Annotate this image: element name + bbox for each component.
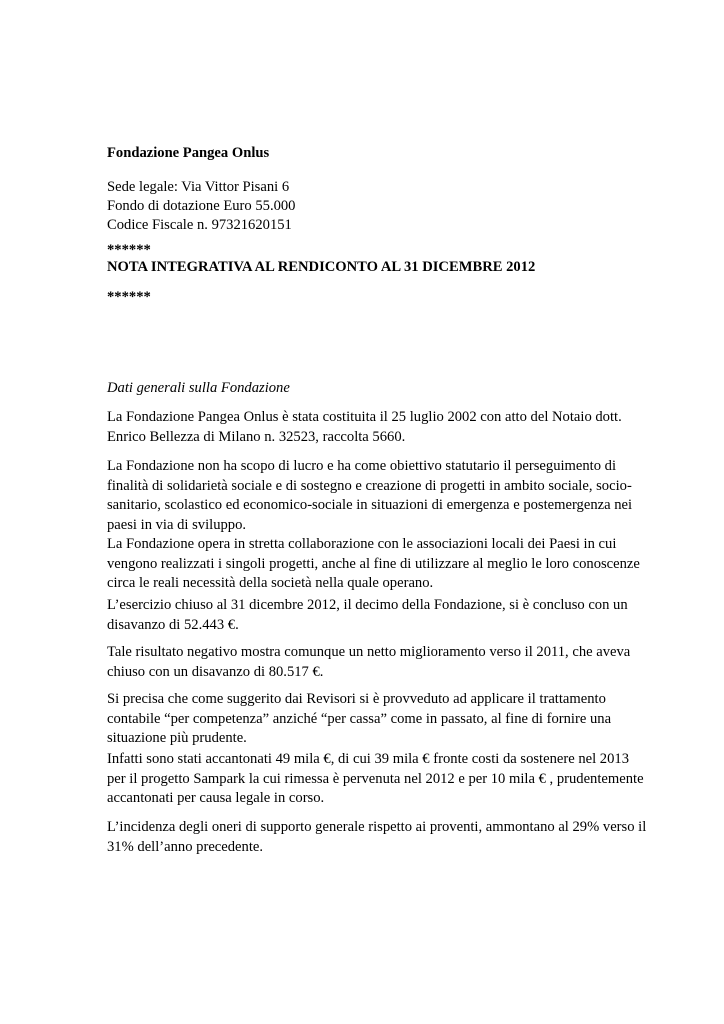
- paragraph-line: sanitario, scolastico ed economico-sociale in situazioni di emergenza e postemergenza nei: [107, 497, 633, 513]
- paragraph-line: La Fondazione opera in stretta collaborazione con le associazioni locali dei Paesi in cui: [107, 536, 617, 552]
- paragraph-line: per il progetto Sampark la cui rimessa è pervenuta nel 2012 e per 10 mila € , prudentemente: [107, 770, 644, 787]
- paragraph-line: chiuso con un disavanzo di 80.517 €.: [107, 663, 324, 680]
- paragraph-line: situazione più prudente.: [107, 730, 247, 746]
- sede-legale: Sede legale: Via Vittor Pisani 6: [107, 179, 290, 195]
- paragraph-line: finalità di solidarietà sociale e di sostegno e creazione di progetti in ambito sociale, socio-: [107, 477, 632, 494]
- paragraph-line: disavanzo di 52.443 €.: [107, 616, 239, 633]
- paragraph-trattamento-contabile: [107, 690, 627, 749]
- paragraph-line: Infatti sono stati accantonati 49 mila €, di cui 39 mila € fronte costi da sostenere nel 2013: [107, 751, 629, 767]
- paragraph-line: Enrico Bellezza di Milano n. 32523, raccolta 5660.: [107, 428, 406, 445]
- paragraph-accantonamenti: [107, 750, 644, 809]
- paragraph-line: La Fondazione non ha scopo di lucro e ha come obiettivo statutario il perseguimento di: [107, 458, 617, 474]
- paragraph-line: Si precisa che come suggerito dai Revisori si è provveduto ad applicare il trattamento: [107, 691, 606, 707]
- separator-stars-bottom: ******: [107, 289, 151, 305]
- paragraph-costituzione: [107, 408, 627, 447]
- paragraph-line: La Fondazione Pangea Onlus è stata costituita il 25 luglio 2002 con atto del Notaio dott.: [107, 409, 622, 425]
- paragraph-risultato: [107, 643, 631, 682]
- paragraph-line: accantonati per causa legale in corso.: [107, 790, 325, 806]
- fondo-dotazione: Fondo di dotazione Euro 55.000: [107, 198, 296, 214]
- codice-fiscale: Codice Fiscale n. 97321620151: [107, 217, 292, 233]
- paragraph-oneri: [107, 818, 647, 857]
- paragraph-esercizio: [107, 596, 627, 635]
- paragraph-line: 31% dell’anno precedente.: [107, 838, 263, 855]
- org-name: Fondazione Pangea Onlus: [107, 145, 270, 161]
- paragraph-line: circa le reali necessità della società nella quale operano.: [107, 575, 434, 591]
- paragraph-line: contabile “per competenza” anziché “per cassa” come in passato, al fine di fornire una: [107, 710, 612, 727]
- paragraph-line: paesi in via di sviluppo.: [107, 516, 247, 533]
- document-title: NOTA INTEGRATIVA AL RENDICONTO AL 31 DICEMBRE 2012: [107, 259, 536, 275]
- paragraph-line: vengono realizzati i singoli progetti, anche al fine di utilizzare al meglio le loro conoscenze: [107, 555, 640, 572]
- separator-stars-top: ******: [107, 242, 151, 258]
- paragraph-line: L’incidenza degli oneri di supporto generale rispetto ai proventi, ammontano al 29% verso il: [107, 819, 647, 835]
- paragraph-collaborazione: [107, 535, 640, 594]
- paragraph-line: L’esercizio chiuso al 31 dicembre 2012, il decimo della Fondazione, si è concluso con un: [107, 597, 628, 613]
- paragraph-line: Tale risultato negativo mostra comunque un netto miglioramento verso il 2011, che aveva: [107, 644, 631, 660]
- section-heading: Dati generali sulla Fondazione: [107, 380, 290, 396]
- paragraph-scopo: [107, 457, 633, 535]
